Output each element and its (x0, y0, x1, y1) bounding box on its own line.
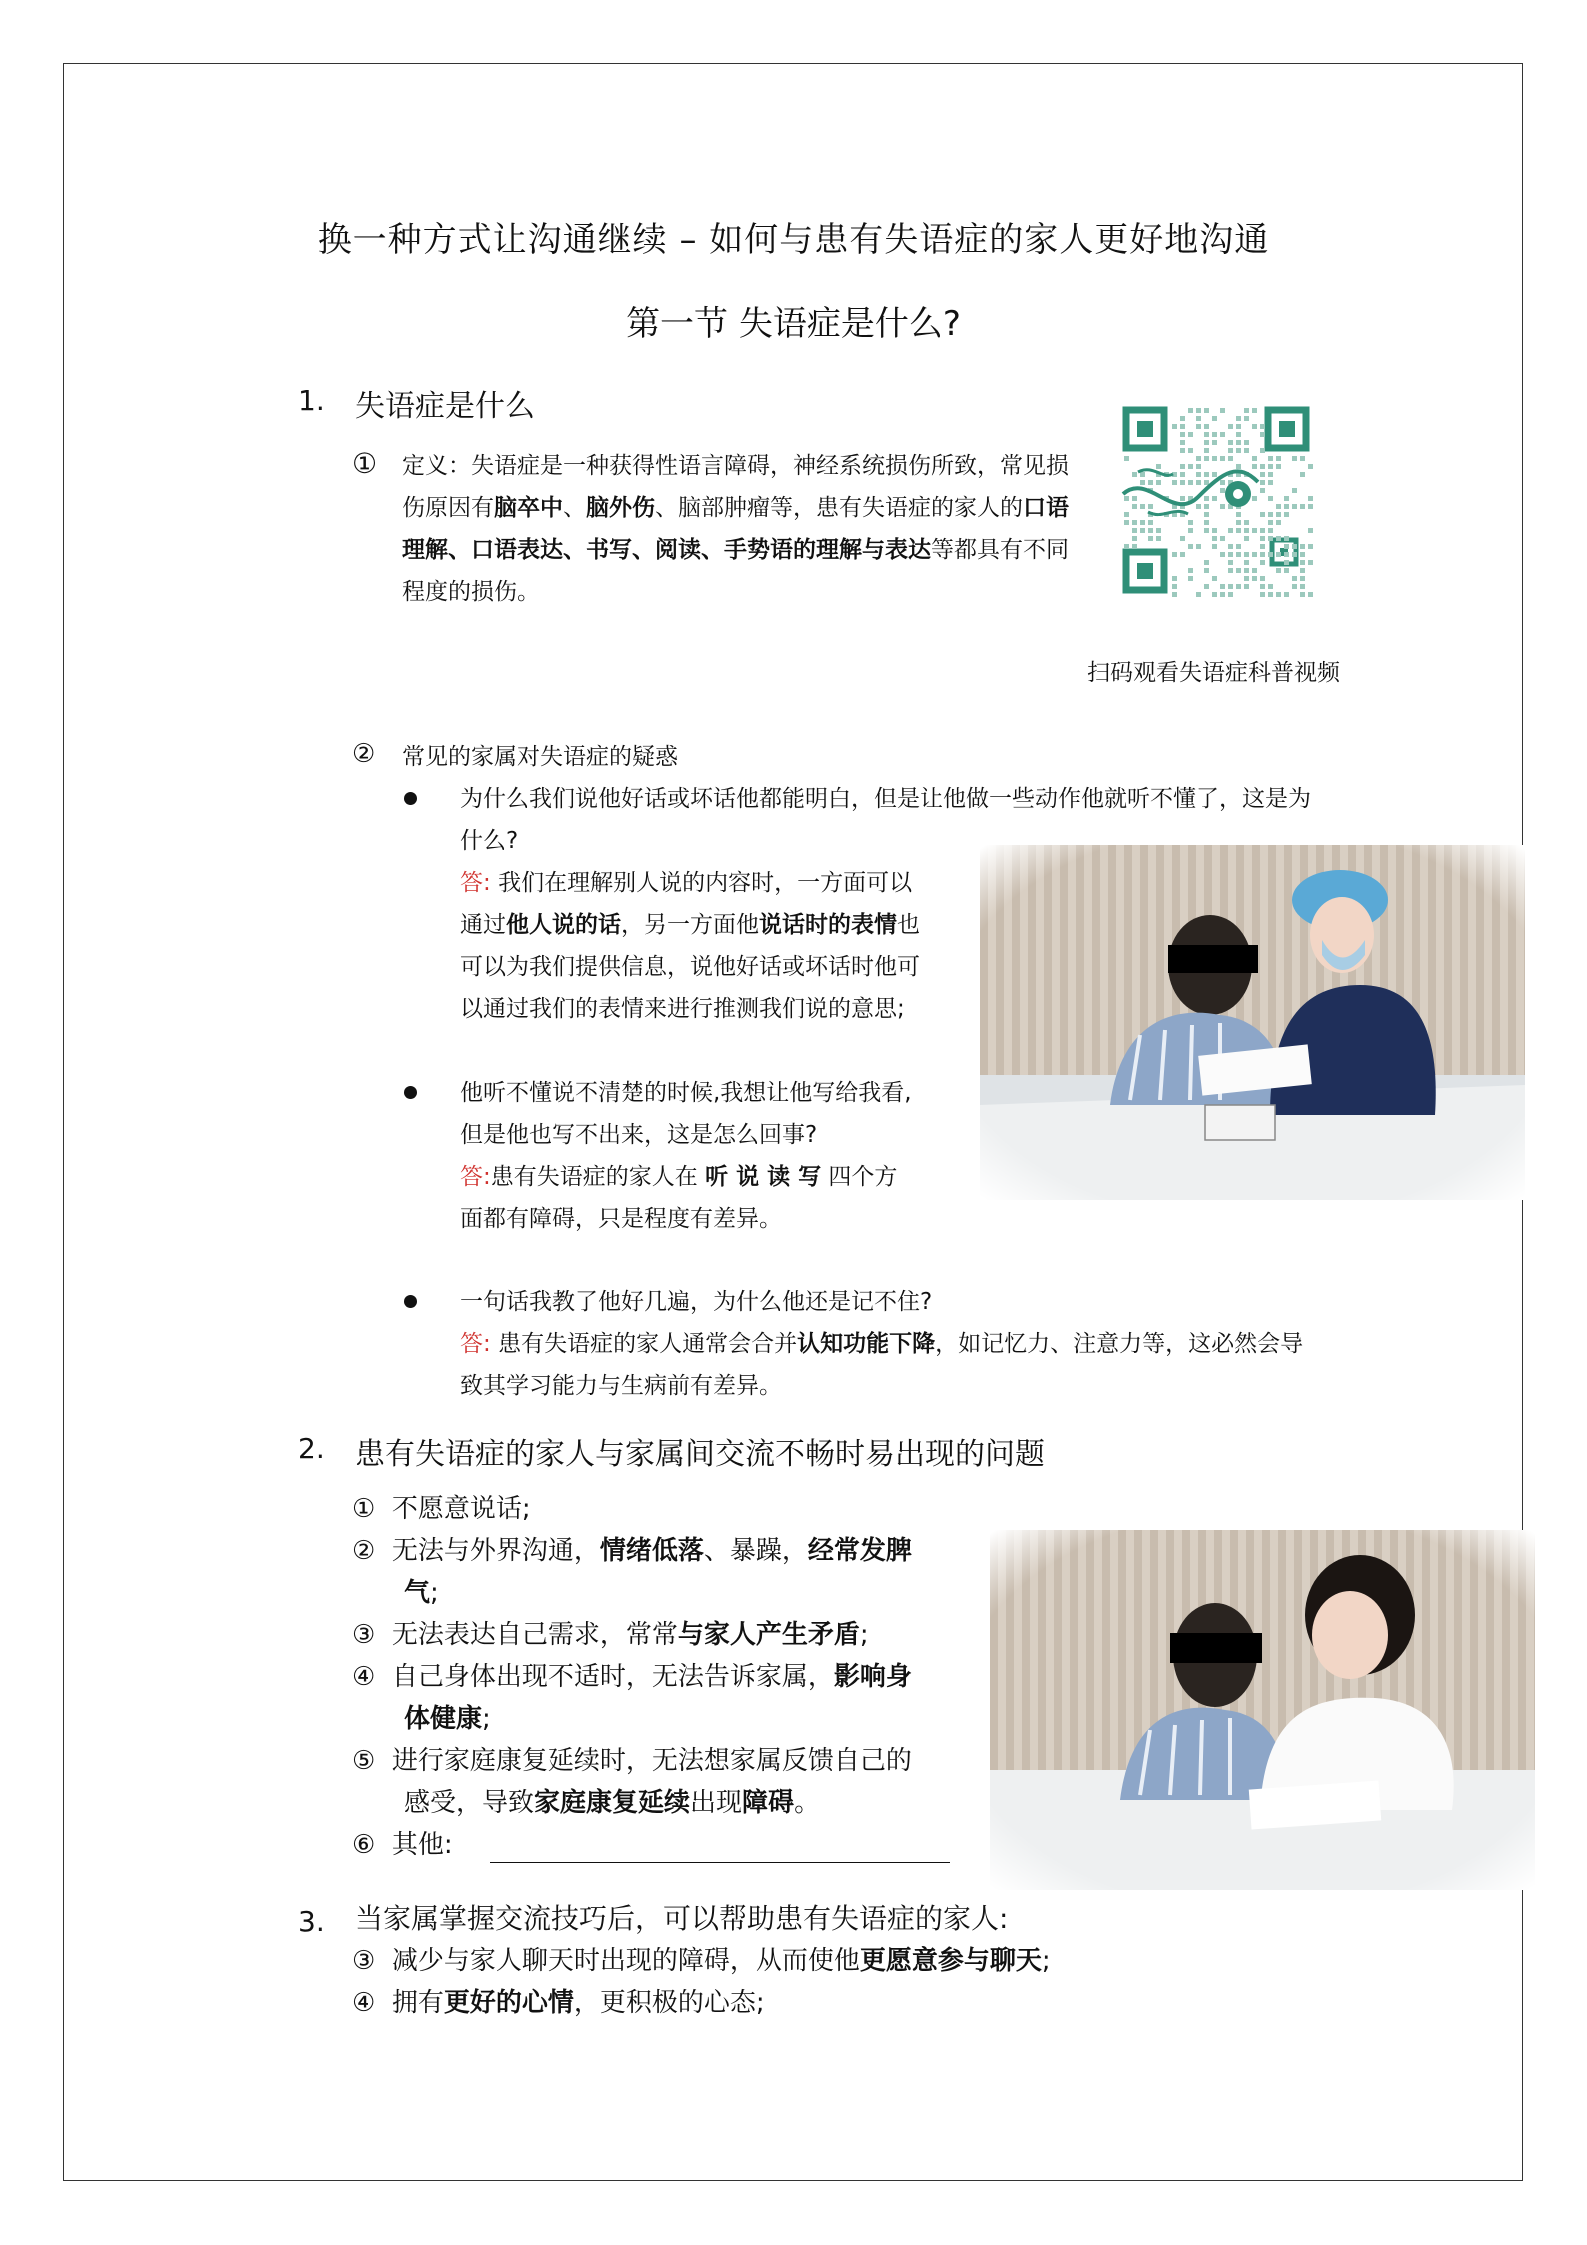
bullet-dot (404, 792, 417, 805)
list-item-cont: 感受，导致家庭康复延续出现障碍。 (404, 1788, 821, 1818)
therapy-photo-2 (990, 1530, 1535, 1890)
question-3: 一句话我教了他好几遍，为什么他还是记不住? (460, 1289, 933, 1315)
section1-number: 1. (298, 384, 325, 417)
bullet-dot (404, 1295, 417, 1308)
list-item-cont: 体健康; (404, 1704, 491, 1734)
section3-number: 3. (298, 1905, 325, 1938)
list-item: ④ 自己身体出现不适时，无法告诉家属，影响身 (352, 1662, 912, 1692)
list-item-cont: 气; (404, 1578, 439, 1608)
item-marker: ② (352, 739, 376, 769)
section2-heading: 患有失语症的家人与家属间交流不畅时易出现的问题 (355, 1437, 1045, 1472)
answer-label: 答: (460, 1164, 491, 1190)
answer-label: 答: (460, 1331, 491, 1357)
section-subtitle: 第一节 失语症是什么? (626, 304, 961, 344)
list-item: ④ 拥有更好的心情，更积极的心态; (352, 1988, 765, 2018)
bullet-dot (404, 1086, 417, 1099)
qr-code[interactable] (1118, 402, 1318, 602)
section1-heading: 失语症是什么 (355, 389, 535, 424)
item-marker: ① (352, 447, 378, 480)
answer-3: 答: 患有失语症的家人通常会合并认知功能下降，如记忆力、注意力等，这必然会导 致其学习能力与生病前有差异。 (460, 1331, 1304, 1399)
list-item: ⑤ 进行家庭康复延续时，无法想家属反馈自己的 (352, 1746, 912, 1776)
list-item: ⑥ 其他: (352, 1830, 453, 1860)
therapy-photo-1 (980, 845, 1525, 1200)
other-blank-line[interactable] (490, 1862, 950, 1863)
answer-1: 答: 我们在理解别人说的内容时，一方面可以 通过他人说的话，另一方面他说话时的表情也 可以为我们提供信息，说他好话或坏话时他可 以通过我们的表情来进行推测我们说的意思; (460, 870, 920, 1022)
answer-label: 答: (460, 870, 491, 896)
list-item: ② 无法与外界沟通，情绪低落、暴躁，经常发脾 (352, 1536, 912, 1566)
question-1: 为什么我们说他好话或坏话他都能明白，但是让他做一些动作他就听不懂了，这是为 什么? (460, 786, 1311, 854)
section2-number: 2. (298, 1432, 325, 1465)
problem-list (352, 1488, 972, 1866)
qr-caption: 扫码观看失语症科普视频 (1087, 660, 1340, 686)
list-item: ③ 减少与家人聊天时出现的障碍，从而使他更愿意参与聊天; (352, 1946, 1051, 1976)
question-2: 他听不懂说不清楚的时候,我想让他写给我看, 但是他也写不出来，这是怎么回事? (460, 1080, 912, 1148)
document-title: 换一种方式让沟通继续 – 如何与患有失语症的家人更好地沟通 (317, 220, 1270, 260)
item2-heading: 常见的家属对失语症的疑惑 (402, 744, 678, 770)
definition-paragraph: 定义：失语症是一种获得性语言障碍，神经系统损伤所致，常见损 伤原因有脑卒中、脑外伤、脑部肿瘤等，患有失语症的家人的口语 理解、口语表达、书写、阅读、手势语的理解与表达等都具有不同 程度的损伤。 (402, 453, 1069, 605)
benefit-list (352, 1940, 1252, 2024)
list-item: ① 不愿意说话; (352, 1494, 531, 1524)
answer-2: 答:患有失语症的家人在 听 说 读 写 四个方 面都有障碍，只是程度有差异。 (460, 1164, 898, 1232)
section3-heading: 当家属掌握交流技巧后，可以帮助患有失语症的家人: (355, 1902, 1009, 1935)
list-item: ③ 无法表达自己需求，常常与家人产生矛盾; (352, 1620, 869, 1650)
